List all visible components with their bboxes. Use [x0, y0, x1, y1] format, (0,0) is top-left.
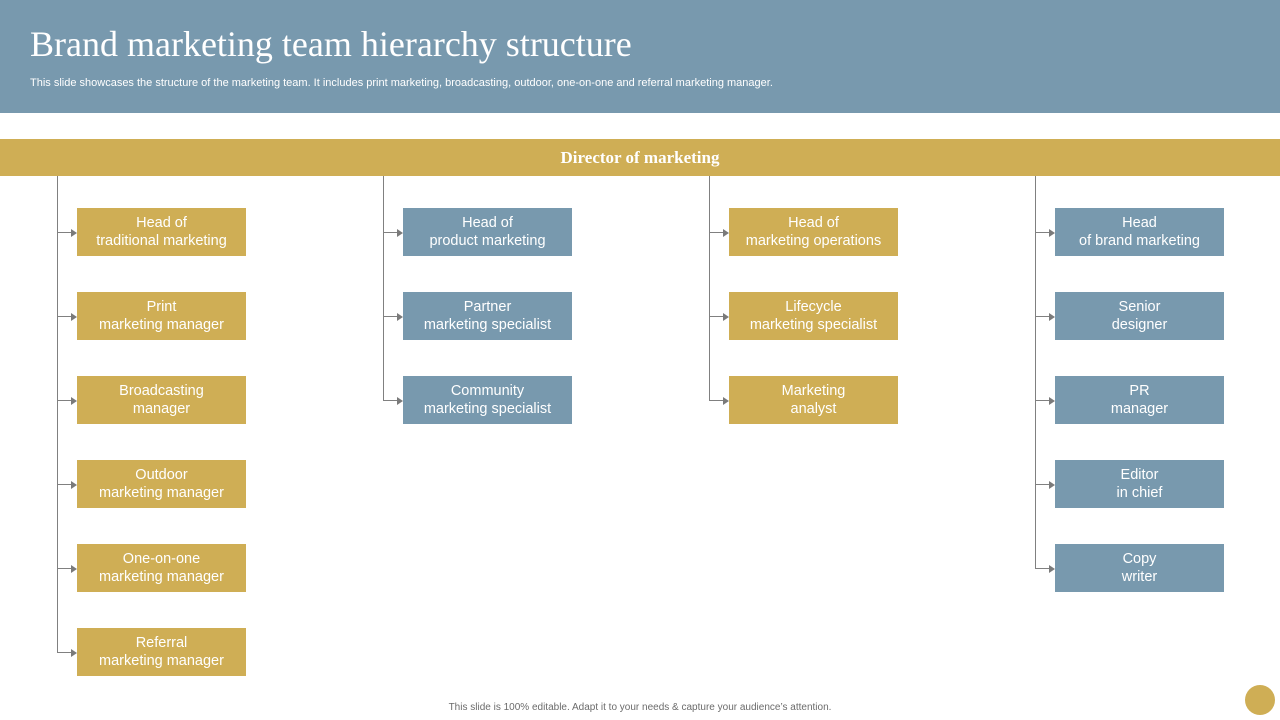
role-label: manager [132, 401, 191, 417]
connector-horizontal [57, 400, 71, 401]
connector-horizontal [1035, 484, 1049, 485]
role-label: Print [146, 299, 177, 315]
header-banner [0, 0, 1280, 113]
role-box [1055, 376, 1224, 424]
role-label: Lifecycle [785, 299, 842, 315]
role-label: traditional marketing [96, 233, 227, 249]
role-box [1055, 544, 1224, 592]
role-label: marketing operations [745, 233, 882, 249]
role-label: manager [1110, 401, 1169, 417]
role-label: Head of [462, 215, 513, 231]
footer-note: This slide is 100% editable. Adapt it to your needs & capture your audience’s attention. [448, 702, 832, 713]
page-title: Brand marketing team hierarchy structure [30, 24, 632, 64]
role-box [403, 208, 572, 256]
role-box [403, 292, 572, 340]
connector-horizontal [709, 400, 723, 401]
role-label: Partner [463, 299, 512, 315]
role-box [729, 292, 898, 340]
role-label: marketing specialist [423, 317, 552, 333]
role-box [77, 628, 246, 676]
role-label: writer [1121, 569, 1158, 585]
connector-horizontal [709, 316, 723, 317]
decorative-circle [1245, 685, 1275, 715]
connector-vertical [383, 176, 384, 401]
connector-vertical [57, 176, 58, 653]
role-box [1055, 292, 1224, 340]
connector-horizontal [57, 316, 71, 317]
role-label: marketing manager [99, 653, 224, 669]
role-label: Community [450, 383, 525, 399]
page-subtitle: This slide showcases the structure of the marketing team. It includes print marketing, broadcasting, outdoor, one-on-one and referral marketing manager. [30, 77, 773, 89]
role-label: Head [1122, 215, 1157, 231]
role-label: marketing specialist [423, 401, 552, 417]
role-box [729, 208, 898, 256]
role-box [77, 208, 246, 256]
role-label: PR [1129, 383, 1150, 399]
role-box [1055, 208, 1224, 256]
role-box [77, 292, 246, 340]
connector-horizontal [1035, 316, 1049, 317]
role-box [77, 460, 246, 508]
connector-horizontal [1035, 568, 1049, 569]
role-label: product marketing [429, 233, 546, 249]
role-label: Referral [135, 635, 188, 651]
role-label: One-on-one [122, 551, 201, 567]
role-label: Senior [1118, 299, 1161, 315]
role-box [77, 544, 246, 592]
role-label: analyst [790, 401, 837, 417]
role-label: Marketing [781, 383, 846, 399]
role-label: Outdoor [135, 467, 188, 483]
role-label: in chief [1116, 485, 1163, 501]
role-label: Head of [136, 215, 187, 231]
role-label: marketing manager [99, 485, 224, 501]
role-box [1055, 460, 1224, 508]
role-label: Editor [1120, 467, 1159, 483]
connector-horizontal [57, 232, 71, 233]
connector-horizontal [383, 232, 397, 233]
connector-horizontal [57, 484, 71, 485]
role-label: of brand marketing [1079, 233, 1200, 249]
role-label: marketing specialist [749, 317, 878, 333]
connector-horizontal [709, 232, 723, 233]
role-label: marketing manager [99, 317, 224, 333]
connector-horizontal [383, 400, 397, 401]
connector-horizontal [57, 652, 71, 653]
director-bar: Director of marketing [0, 139, 1280, 176]
connector-horizontal [57, 568, 71, 569]
connector-vertical [1035, 176, 1036, 569]
role-label: Copy [1122, 551, 1157, 567]
role-box [729, 376, 898, 424]
connector-horizontal [383, 316, 397, 317]
connector-vertical [709, 176, 710, 401]
role-box [403, 376, 572, 424]
role-label: marketing manager [99, 569, 224, 585]
role-label: Head of [788, 215, 839, 231]
role-box [77, 376, 246, 424]
role-label: Broadcasting [119, 383, 204, 399]
connector-horizontal [1035, 232, 1049, 233]
connector-horizontal [1035, 400, 1049, 401]
role-label: designer [1111, 317, 1168, 333]
